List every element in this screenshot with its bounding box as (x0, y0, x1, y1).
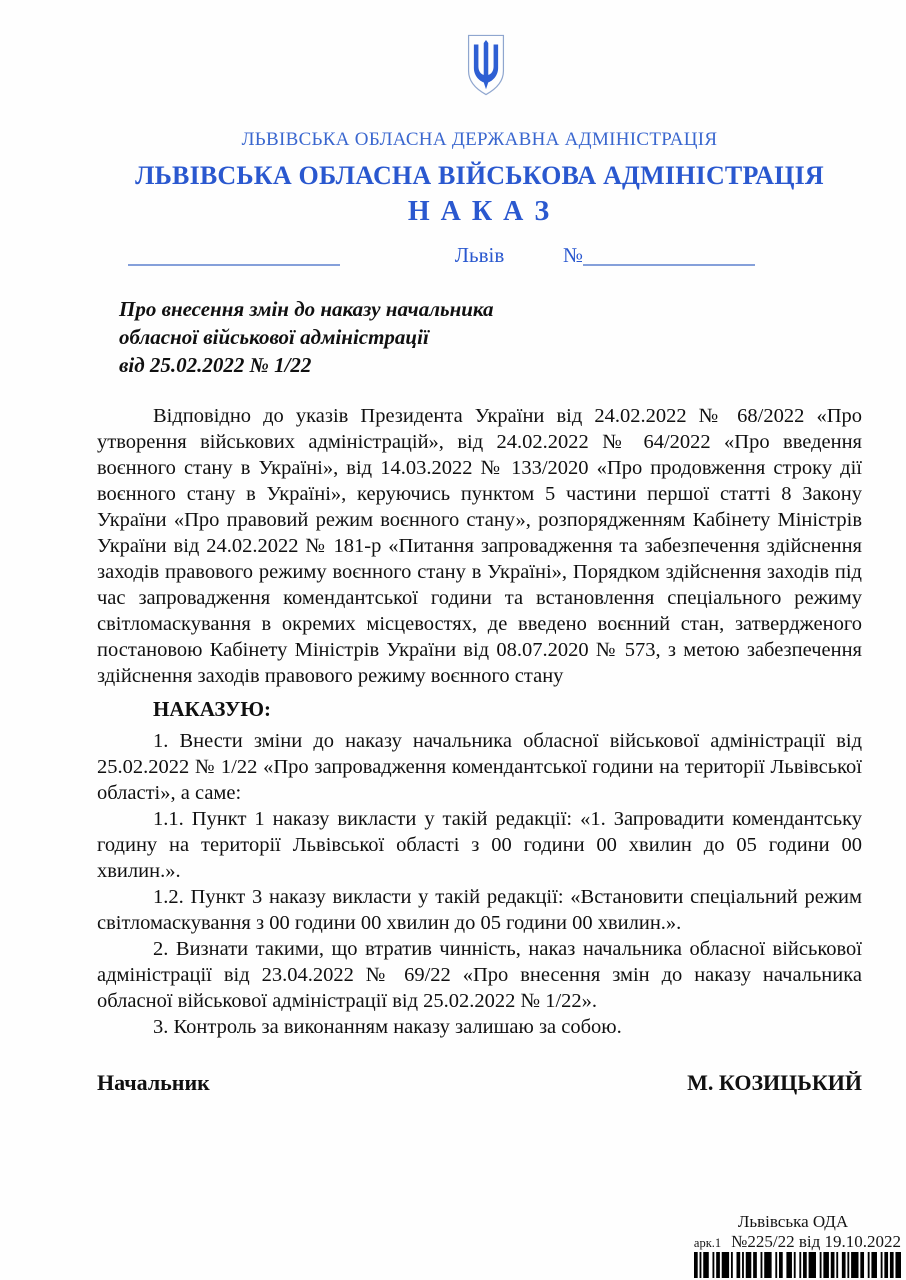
subject-line: Про внесення змін до наказу начальника (119, 297, 494, 321)
org-main-name: ЛЬВІВСЬКА ОБЛАСНА ВІЙСЬКОВА АДМІНІСТРАЦІЯ (135, 161, 824, 190)
order-item: 2. Визнати такими, що втратив чинність, наказ начальника обласної військової адміністрації від 23.04.2022 № 69/22 «Про внесення змін до наказу начальника обласної військової адміністрації від 25.02.2022 № 1/22». (97, 938, 862, 1012)
dateline (97, 241, 862, 273)
registration-number: №225/22 від 19.10.2022 (731, 1232, 901, 1251)
org-parent-name: ЛЬВІВСЬКА ОБЛАСНА ДЕРЖАВНА АДМІНІСТРАЦІЯ (241, 129, 718, 150)
order-item: 3. Контроль за виконанням наказу залишаю за собою. (153, 1016, 622, 1038)
registration-org: Львівська ОДА (737, 1212, 849, 1231)
emblem-container (109, 26, 862, 109)
order-item: 1. Внести зміни до наказу начальника обласної військової адміністрації від 25.02.2022 № 1/22 «Про запровадження комендантської години на території Львівської області», а саме: (97, 730, 862, 804)
place-label: Львів (454, 243, 505, 267)
subject-line: обласної військової адміністрації (119, 325, 429, 349)
document-type-title: Н А К А З (407, 196, 552, 227)
subject-block (119, 295, 862, 379)
signature-row (97, 1070, 862, 1096)
signer-position: Начальник (97, 1070, 210, 1095)
preamble-paragraph: Відповідно до указів Президента України від 24.02.2022 № 68/2022 «Про утворення військових адміністрацій», від 24.02.2022 № 64/2022 «Про введення воєнного стану в Україні», від 14.03.2022 № 133/2020 «Про продовження строку дії воєнного стану в Україні», керуючись пунктом 5 частини першої статті 8 Закону України «Про правовий режим воєнного стану», розпорядженням Кабінету Міністрів України від 24.02.2022 № 181-р «Питання запровадження та забезпечення здійснення заходів правового режиму воєнного стану в Україні», Порядком здійснення заходів під час запровадження комендантської години та встановлення спеціального режиму світломаскування в окремих місцевостях, де введено воєнний стан, затвердженого постановою Кабінету Міністрів України від 08.07.2020 № 573, з метою забезпечення здійснення заходів правового режиму воєнного стану (97, 405, 862, 687)
order-item: 1.1. Пункт 1 наказу викласти у такій редакції: «1. Запровадити комендантську годину на території Львівської області з 00 години 00 хвилин до 05 години 00 хвилин.». (97, 808, 862, 882)
registration-line (651, 1232, 901, 1251)
registration-barcode-icon (694, 1252, 901, 1278)
number-blank-line (583, 264, 755, 266)
signer-name: М. КОЗИЦЬКИЙ (687, 1070, 862, 1095)
order-word: НАКАЗУЮ: (153, 697, 271, 721)
registration-stamp (651, 1212, 901, 1278)
subject-line: від 25.02.2022 № 1/22 (119, 353, 312, 377)
tryzub-coat-of-arms-icon (461, 26, 511, 104)
sheet-number: арк.1 (693, 1236, 722, 1250)
number-sign: № (563, 243, 584, 267)
order-item: 1.2. Пункт 3 наказу викласти у такій редакції: «Встановити спеціальний режим світломаскування з 00 години 00 хвилин до 05 години 00 хвилин.». (97, 886, 862, 934)
